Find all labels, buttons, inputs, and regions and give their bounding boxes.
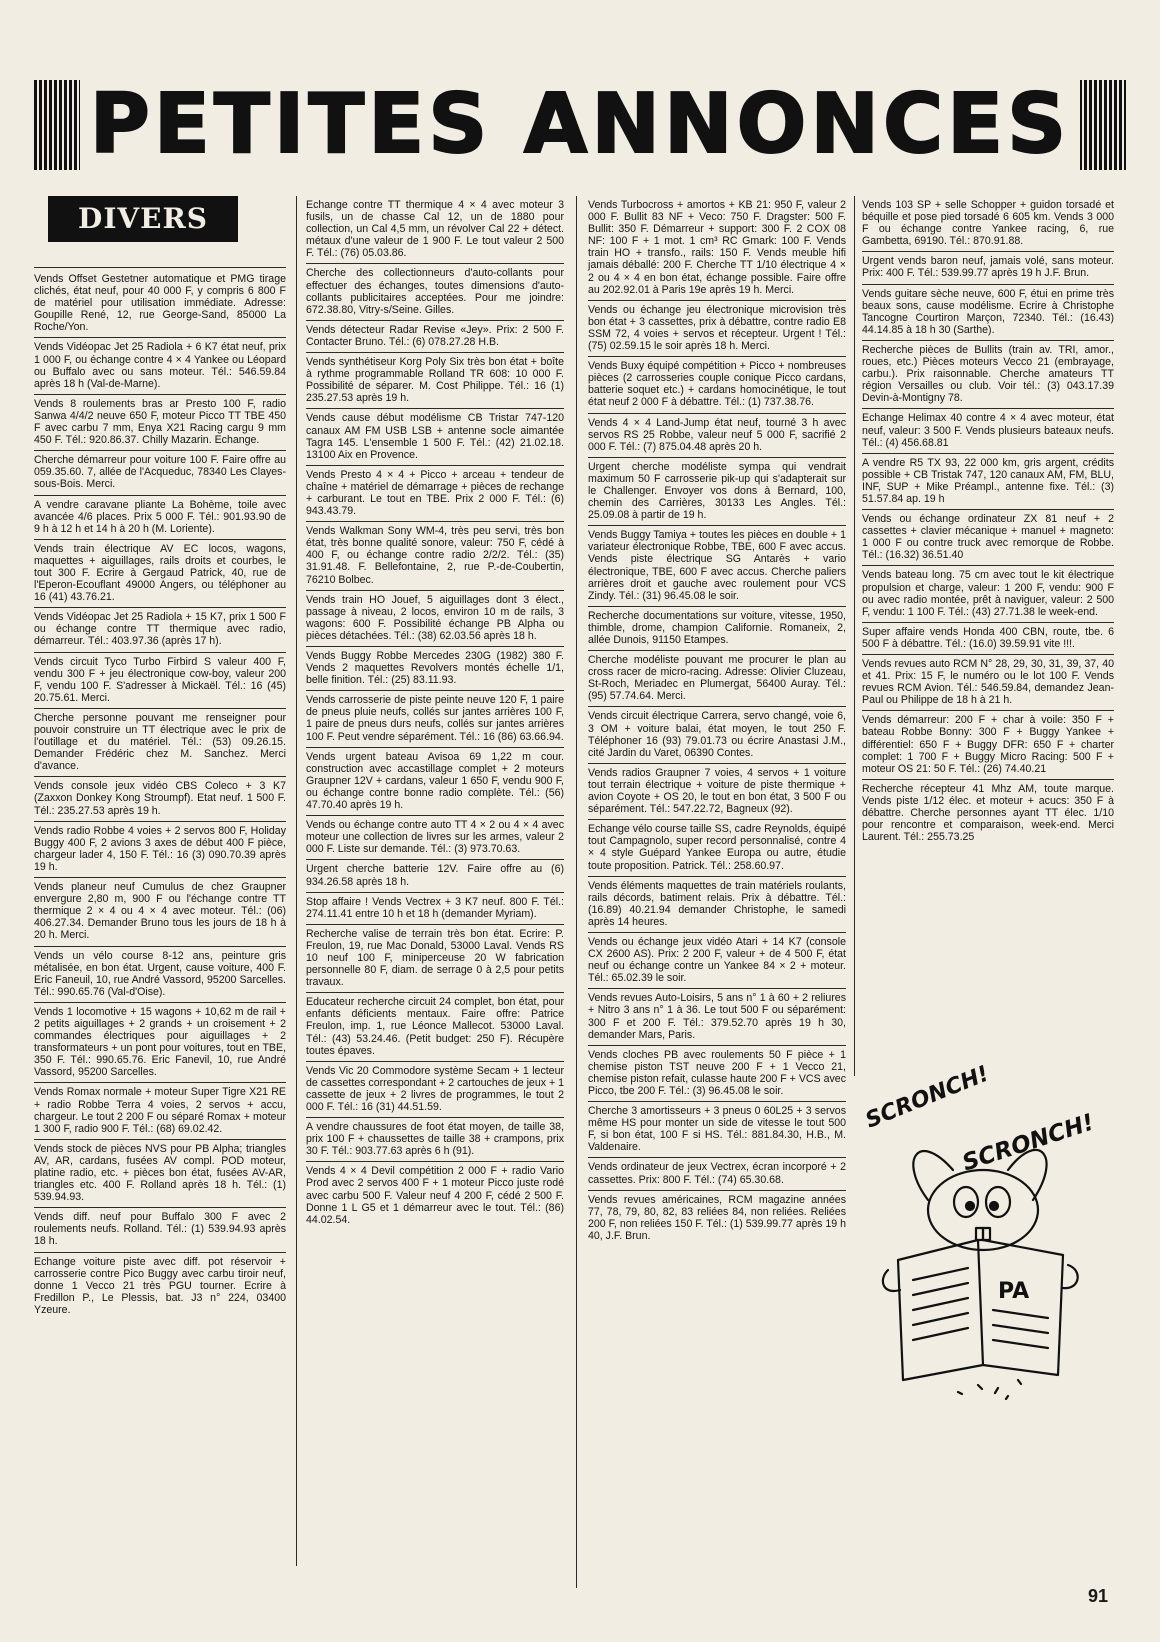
ad-item: Vends Vidéopac Jet 25 Radiola + 6 K7 état neuf, prix 1 000 F, ou échange contre 4 × 4 Yankee ou Léopard ou Buffalo avec ou sans moteur. Tél.: 546.59.84 après 18 h (Val-de-Marne).: [34, 338, 286, 394]
ad-item: Recherche pièces de Bullits (train av. TRI, amor., roues, etc.) Pièces moteurs Vecco 21 (embrayage, carbu.). Prix raisonnable. Cherche amateurs TT région Versailles ou club. Voir tél.: (3) 043.17.39 Devin-à-Montigny 78.: [862, 341, 1114, 409]
ad-item: Cherche des collectionneurs d'auto-collants pour effectuer des échanges, toutes dimensions d'auto-collants publicitaires acceptées. Pour me joindre: 672.38.80, Vitry-s/Seine. Gilles.: [306, 264, 564, 320]
ad-item: Vends 8 roulements bras ar Presto 100 F, radio Sanwa 4/4/2 neuve 650 F, moteur Picco TT TBE 450 F avec carbu 7 mm, Enya X21 Racing cargu 9 mm 450 F. Tél.: 920.86.37. Chilly Mazarin. Echange.: [34, 395, 286, 451]
ad-item: Urgent vends baron neuf, jamais volé, sans moteur. Prix: 400 F. Tél.: 539.99.77 après 19 h J.F. Brun.: [862, 252, 1114, 284]
column-3: [588, 196, 846, 1246]
cartoon-newspaper: [898, 1240, 983, 1380]
ad-item: Vends circuit électrique Carrera, servo changé, voie 6, 3 OM + voiture balai, état moyen, le tout 250 F. Téléphoner 16 (93) 79.01.73 ou écrire Anastasi J.M., cité Jardin du Varet, 06390 Contes.: [588, 707, 846, 763]
cartoon-hand: [883, 1270, 900, 1291]
cartoon-eye: [986, 1187, 1010, 1217]
ad-item: Vends urgent bateau Avisoa 69 1,22 m cour. construction avec accastillage complet + 2 moteurs Graupner 12V + cardans, valeur 1 650 F, vendu 900 F, ou échange contre bonne radio complète. Tél.: (56) 47.70.40 après 19 h.: [306, 748, 564, 816]
ad-item: Vends ou échange jeu électronique microvision très bon état + 3 cassettes, prix à débattre, contre radio E8 SSM 72, 4 voies + servos et récepteur. Urgent ! Tél.: (75) 02.59.15 le soir après 18 h. Merci.: [588, 301, 846, 357]
page-title: PETITES ANNONCES: [80, 80, 1080, 170]
column-1: [34, 196, 286, 1320]
ad-item: Vends Buxy équipé compétition + Picco + nombreuses pièces (2 carrosseries couple conique Picco cardans, batterie soquet etc.) + cardans homocinétique, le tout état neuf 2 000 F à débattre. Tél.: (1) 737.38.76.: [588, 357, 846, 413]
ad-item: Stop affaire ! Vends Vectrex + 3 K7 neuf. 800 F. Tél.: 274.11.41 entre 10 h et 18 h (demander Myriam).: [306, 893, 564, 925]
column-divider: [296, 196, 297, 1566]
cartoon-pupil: [990, 1202, 998, 1210]
ad-item: Vends revues auto RCM N° 28, 29, 30, 31, 39, 37, 40 et 41. Prix: 15 F, le numéro ou le lot 100 F. Vends revues RCM Avion. Tél.: 546.59.84, demandez Jean-Paul ou Philippe de 18 h à 21 h.: [862, 655, 1114, 711]
ad-item: Urgent cherche modéliste sympa qui vendrait maximum 50 F carrosserie pik-up qui s'adapterait sur le Challenger. Envoyer vos dons à Bernard, 100, chemin des Carrières, 30133 Les Angles. Tél.: 25.09.08 à partir de 19 h.: [588, 458, 846, 526]
ad-item: Vends diff. neuf pour Buffalo 300 F avec 2 roulements neufs. Rolland. Tél.: (1) 539.94.93 après 18 h.: [34, 1208, 286, 1252]
ad-item: Vends Presto 4 × 4 + Picco + arceau + tendeur de chaîne + matériel de démarrage + pièces de rechange + carburant. Le tout en TBE. Prix 2 000 F. Tél.: (6) 943.43.79.: [306, 466, 564, 522]
cartoon-hand: [1063, 1265, 1078, 1288]
column-4: [862, 196, 1114, 847]
ad-item: Vends détecteur Radar Revise «Jey». Prix: 2 500 F. Contacter Bruno. Tél.: (6) 078.27.28 H.B.: [306, 321, 564, 353]
ad-item: Vends radio Robbe 4 voies + 2 servos 800 F, Holiday Buggy 400 F, 2 avions 3 axes de début 400 F pièce, chargeur lader 4, 150 F. Tél.: 16 (3) 090.70.39 après 19 h.: [34, 822, 286, 878]
ad-item: Echange voiture piste avec diff. pot réservoir + carrosserie contre Pico Buggy avec carbu tiroir neuf, donne 1 Vecco 21 très PGU tourner. Ecrire à Fredillon P., Le Plessis, bat. J3 n° 224, 03400 Yzeure.: [34, 1255, 286, 1316]
column-2: [306, 196, 564, 1230]
ad-item: A vendre chaussures de foot état moyen, de taille 38, prix 100 F + chaussettes de taille 38 + crampons, prix 30 F. Tél.: 903.77.63 après 6 h (91).: [306, 1118, 564, 1162]
ad-item: Vends stock de pièces NVS pour PB Alpha; triangles AV, AR, cardans, fusées AV compl. POD moteur, platine radio, etc. + pièces bon état, fusées AV-AR, triangles etc. 400 F. Rolland après 18 h. Tél.: (1) 539.94.93.: [34, 1140, 286, 1208]
ad-item: Echange contre TT thermique 4 × 4 avec moteur 3 fusils, un de chasse Cal 12, un de 1880 pour collection, un Cal 4,5 mm, un révolver Cal 22 + détect. métaux d'une valeur de 1 900 F. Le tout valeur 2 500 F. Tél.: (76) 05.03.86.: [306, 196, 564, 264]
ad-item: Vends console jeux vidéo CBS Coleco + 3 K7 (Zaxxon Donkey Kong Stroumpf). Etat neuf. 1 500 F. Tél.: 235.27.53 après 19 h.: [34, 777, 286, 821]
ad-item: Super affaire vends Honda 400 CBN, route, tbe. 6 500 F à débattre. Tél.: (16.0) 39.59.91 vite !!!.: [862, 623, 1114, 655]
ad-item: Vends ou échange contre auto TT 4 × 2 ou 4 × 4 avec moteur une collection de livres sur les armes, valeur 2 000 F. Liste sur demande. Tél.: (3) 973.70.63.: [306, 816, 564, 860]
ad-item: Vends Turbocross + amortos + KB 21: 950 F, valeur 2 000 F. Bullit 83 NF + Veco: 750 F. Dragster: 500 F. Bullit: 350 F. Démarreur + support: 300 F. 2 COX 08 NF: 100 F + 1 mot. 1 cm³ RC Gmark: 100 F. Vends train HO + transfo., rails: 150 F. Vends meuble hifi jamais déballé: 200 F. Cherche TT 1/10 électrique 4 × 2 ou 4 × 4 en bon état, échange possible. Faire offre au 202.92.01 à Paris 19e après 19 h. Merci.: [588, 196, 846, 301]
cartoon-sound-effect: SCRONCH!: [959, 1109, 1098, 1177]
ad-item: Vends Romax normale + moteur Super Tigre X21 RE + radio Robbe Terra 4 voies, 2 servos + accu, chargeur. Le tout 2 200 F ou séparé Romax + moteur 1 300 F, radio 900 F. Tél.: (68) 69.02.42.: [34, 1083, 286, 1139]
ad-item: Vends radios Graupner 7 voies, 4 servos + 1 voiture tout terrain électrique + voiture de piste thermique + avion Coyote + OS 20, le tout en bon état, 3 500 F ou séparément. Tél.: 547.22.72, Bagneux (92).: [588, 764, 846, 820]
ad-item: Vends train électrique AV EC locos, wagons, maquettes + aiguillages, rails droits et courbes, le tout 300 F. Ecrire à Gergaud Patrick, 40, rue de l'Eperon-Ecouflant 49000 Angers, ou téléphoner au 16 (41) 43.76.21.: [34, 540, 286, 608]
ad-item: Vends carrosserie de piste peinte neuve 120 F, 1 paire de pneus pluie neufs, collés sur jantes arrières 100 F, 1 paire de pneus durs neufs, collés sur jantes arrières 100 F. Peut vendre séparément. Tél.: 16 (86) 63.66.94.: [306, 691, 564, 747]
cartoon-ear: [1008, 1150, 1047, 1200]
page-number: 91: [1088, 1586, 1109, 1606]
ad-item: Vends ou échange jeux vidéo Atari + 14 K7 (console CX 2600 AS). Prix: 2 200 F, valeur + de 4 500 F, état neuf ou échange contre un Yankee 84 × 2 + moteur. Tél.: 65.02.39 le soir.: [588, 933, 846, 989]
ad-item: Vends synthétiseur Korg Poly Six très bon état + boîte à rythme programmable Rolland TR 608: 10 000 F. Possibilité de séparer. M. Cost Philippe. Tél.: 16 (1) 235.27.53 après 19 h.: [306, 353, 564, 409]
ad-item: Recherche récepteur 41 Mhz AM, toute marque. Vends piste 1/12 élec. et moteur + acucs: 350 F à débattre. Cherche personnes ayant TT élec. 1/10 pour rencontre et comparaison, week-end. Merci Laurent. Tél.: 255.73.25: [862, 782, 1114, 844]
column-divider: [854, 196, 855, 1076]
ad-item: Vends planeur neuf Cumulus de chez Graupner envergure 2,80 m, 900 F ou l'échange contre TT thermique 2 × 4 ou 4 × 4 avec moteur. Tél.: (06) 406.27.34. Demander Bruno tous les jours de 18 h à 20 h. Merci.: [34, 878, 286, 946]
ad-item: Recherche valise de terrain très bon état. Ecrire: P. Freulon, 19, rue Mac Donald, 53000 Laval. Vends RS 10 neuf 100 F, miniperceuse 20 W fabrication personnelle 80 F, diam. de serrage 0 à 2,5 pour petits travaux.: [306, 925, 564, 993]
ad-item: Vends éléments maquettes de train matériels roulants, rails décords, batiment relais. Prix à débattre. Tél.: (16.89) 40.21.94 demander Christophe, le samedi après 14 heures.: [588, 877, 846, 933]
ad-item: Vends train HO Jouef, 5 aiguillages dont 3 élect., passage à niveau, 2 locos, environ 10 m de rails, 3 wagons: 600 F. Possibilité échange PB Alpha ou pièces détachées. Tél.: (38) 62.03.56 après 18 h.: [306, 591, 564, 647]
ad-item: Recherche documentations sur voiture, vitesse, 1950, thimble, drome, champion Californie. Romaneix, 2, allée Dunois, 91150 Etampes.: [588, 607, 846, 651]
ad-item: Vends circuit Tyco Turbo Firbird S valeur 400 F, vendu 300 F + jeu électronique cow-boy, valeur 200 F, vendu 100 F. S'adresser à Mickaël. Tél.: 16 (45) 20.75.61. Merci.: [34, 653, 286, 709]
ad-item: Cherche 3 amortisseurs + 3 pneus 0 60L25 + 3 servos même HS pour monter un side de vitesse le tout 500 F, si bon état, 100 F si HS. Tél.: 881.84.30, H.B., M. Valdenaire.: [588, 1102, 846, 1158]
ad-item: Vends 1 locomotive + 15 wagons + 10,62 m de rail + 2 petits aiguillages + 2 grands + un croisement + 2 commandes électriques pour aiguillages + 2 transformateurs + un pont pour voitures, tout en TBE, 350 F. Tél.: 990.65.76. Eric Fanevil, 10, rue André Vassord, 95200 Sarcelles.: [34, 1003, 286, 1084]
section-header: [34, 196, 286, 268]
ad-item: Urgent cherche batterie 12V. Faire offre au (6) 934.26.58 après 18 h.: [306, 860, 564, 892]
ad-item: Vends 103 SP + selle Schopper + guidon torsadé et béquille et pose pied torsadé 6 605 km. Vends 3 000 F ou échange contre Yankee racing, 6, rue Gambetta, 69190. Tél.: 870.91.88.: [862, 196, 1114, 252]
column-divider: [576, 196, 577, 1588]
ad-item: Vends ordinateur de jeux Vectrex, écran incorporé + 2 cassettes. Prix: 800 F. Tél.: (74) 65.30.68.: [588, 1158, 846, 1190]
cartoon-sound-effect: SCRONCH!: [862, 1061, 993, 1134]
cartoon-crumbs: [958, 1380, 1021, 1399]
ad-item: Vends cause début modélisme CB Tristar 747-120 canaux AM FM USB LSB + antenne socle aimantée Tagra 145. L'ensemble 1 500 F. Tél.: (42) 21.02.18. 13100 Aix en Provence.: [306, 409, 564, 465]
ad-item: Vends ou échange ordinateur ZX 81 neuf + 2 cassettes + clavier mécanique + manuel + magneto: 1 000 F ou contre truck avec remorque de Robbe. Tél.: (16.32) 36.51.40: [862, 510, 1114, 566]
ad-item: Cherche modéliste pouvant me procurer le plan au cross racer de micro-racing. Adresse: Olivier Cluzeau, St-Roch, Meriadec en Plumergat, 56400 Auray. Tél.: (95) 57.74.64. Merci.: [588, 651, 846, 707]
ad-item: Vends revues Auto-Loisirs, 5 ans n° 1 à 60 + 2 reliures + Nitro 3 ans n° 1 à 36. Le tout 500 F ou séparément: 300 F et 200 F. Tél.: 379.52.70 après 19 h 30, demander Mars, Paris.: [588, 989, 846, 1045]
ad-item: Vends bateau long. 75 cm avec tout le kit électrique propulsion et charge, valeur: 1 200 F, vendu: 900 F ou avec radio montée, prêt à naviguer, valeur: 2 500 F, vendu: 1 100 F. Tél.: (43) 27.71.38 le week-end.: [862, 566, 1114, 622]
ad-item: Vends cloches PB avec roulements 50 F pièce + 1 chemise piston TST neuve 200 F + 1 Vecco 21, chemise piston refait, culasse haute 200 F + VCS avec Picco, tbe 200 F. Tél.: (3) 96.45.08 le soir.: [588, 1046, 846, 1102]
cartoon-pupil: [966, 1202, 974, 1210]
ad-item: Vends démarreur: 200 F + char à voile: 350 F + bateau Robbe Bonny: 300 F + Buggy Yankee + différentiel: 650 F + Buggy DFR: 650 F + charter complet: 1 700 F + Buggy Micro Racing: 500 F + moteur OS 21: 50 F. Tél.: (26) 74.40.21: [862, 711, 1114, 779]
ad-item: Vends Offset Gestetner automatique et PMG tirage clichés, état neuf, pour 40 000 F, y compris 6 800 F de matériel pour utilisation immédiate. Adresse: Goupille René, 12, rue George-Sand, 85000 La Roche/Yon.: [34, 270, 286, 338]
cartoon-newspaper: [983, 1240, 1063, 1375]
ad-item: Vends 4 × 4 Devil compétition 2 000 F + radio Vario Prod avec 2 servos 400 F + 1 moteur Picco juste rodé avec carbu 500 F. Valeur neuf 4 200 F, cédé 2 500 F. Donne 1 L G5 et 1 démarreur avec le tout. Tél.: (86) 44.02.54.: [306, 1165, 564, 1226]
ad-item: Vends Vidéopac Jet 25 Radiola + 15 K7, prix 1 500 F ou échange contre TT thermique avec radio, démarreur. Tél.: 403.97.36 (après 17 h).: [34, 608, 286, 652]
ad-item: Echange vélo course taille SS, cadre Reynolds, équipé tout Campagnolo, super record personnalisé, contre 4 × 4 style Guépard Yankee Europa ou autre, étudie toute proposition. Patrick. Tél.: 258.60.97.: [588, 820, 846, 876]
ad-item: Educateur recherche circuit 24 complet, bon état, pour enfants déficients mentaux. Faire offre: Patrice Freulon, imp. 1, rue Léonce Mallecot. 53000 Laval. Tél.: (43) 53.24.46. (Petit budget: 250 F). Récupère toutes épaves.: [306, 993, 564, 1061]
ad-item: Vends Walkman Sony WM-4, très peu servi, très bon état, très bonne qualité sonore, valeur: 750 F, cédé à 400 F, ou échange contre radio 2/2/2. Tél.: (35) 31.91.48. F. Bellefontaine, 2, rue P.-de-Coubertin, 76210 Bolbec.: [306, 522, 564, 590]
ad-item: Cherche personne pouvant me renseigner pour pouvoir construire un TT électrique avec le prix de l'outillage et du matériel. Tél.: (53) 09.26.15. Demander Frédéric chez M. Sanchez. Merci d'avance.: [34, 709, 286, 777]
ad-item: Vends Buggy Robbe Mercedes 230G (1982) 380 F. Vends 2 maquettes Revolvers montés échelle 1/1, belle finition. Tél.: (25) 83.11.93.: [306, 647, 564, 691]
cartoon-paper-label: PA: [998, 1279, 1030, 1304]
ad-item: Vends un vélo course 8-12 ans, peinture gris métalisée, en bon état. Urgent, cause voiture, 400 F. Eric Faneuil, 10, rue André Vassord, 95200 Sarcelles. Tél.: 990.65.76 (Val-d'Oise).: [34, 947, 286, 1003]
cartoon-tooth: [983, 1228, 990, 1240]
cartoon-eye: [954, 1187, 978, 1217]
ad-item: Echange Helimax 40 contre 4 × 4 avec moteur, état neuf, valeur: 3 500 F. Vends plusieurs bateaux neufs. Tél.: (4) 456.68.81: [862, 409, 1114, 453]
cartoon-illustration: [858, 1130, 1128, 1400]
ad-item: Vends guitare sèche neuve, 600 F, étui en prime très beaux sons, cause modélisme. Ecrire à Christophe Tancogne Courtiron Marçon, 72340. Tél.: (16.43) 44.14.85 à 18 h 30 (Sarthe).: [862, 285, 1114, 341]
ad-item: A vendre caravane pliante La Bohème, toile avec avancée 4/6 places. Prix 5 000 F. Tél.: 901.93.90 de 9 h à 12 h et 14 h à 20 h (M. Loriente).: [34, 496, 286, 540]
ad-item: Vends Buggy Tamiya + toutes les pièces en double + 1 variateur électronique Robbe, TBE, 600 F avec accus. Vends piste électrique SG Antarès + vario électronique, TBE, 600 F avec accus. Cherche paliers arrières droit et gauche avec roulement pour VCS Zindy. Tél.: (31) 96.45.08 le soir.: [588, 526, 846, 607]
section-title: DIVERS: [48, 196, 238, 242]
ad-item: Vends Vic 20 Commodore système Secam + 1 lecteur de cassettes correspondant + 2 cartouches de jeux + 1 cassette de jeux + 2 livres de programmes, le tout 2 000 F. Tél.: 16 (31) 44.51.59.: [306, 1062, 564, 1118]
page-header-banner: [34, 80, 1126, 170]
ad-item: A vendre R5 TX 93, 22 000 km, gris argent, crédits possible + CB Tristak 747, 120 canaux AM, FM, BLU, INF, SUP + Mike Préampl., antenne fixe. Tél.: (3) 51.57.84 ap. 19 h: [862, 454, 1114, 510]
ad-item: Vends revues américaines, RCM magazine années 77, 78, 79, 80, 82, 83 reliées 84, non reliées. Reliées 200 F, non reliées 150 F. Tél.: (1) 539.99.77 après 19 h 40, J.F. Brun.: [588, 1193, 846, 1242]
ad-item: Vends 4 × 4 Land-Jump état neuf, tourné 3 h avec servos RS 25 Robbe, valeur neuf 5 000 F, sacrifié 2 000 F. Tél.: (7) 875.04.48 après 20 h.: [588, 414, 846, 458]
ad-item: Cherche démarreur pour voiture 100 F. Faire offre au 059.35.60. 7, allée de l'Acqueduc, 78340 Les Clayes-sous-Bois. Merci.: [34, 451, 286, 495]
